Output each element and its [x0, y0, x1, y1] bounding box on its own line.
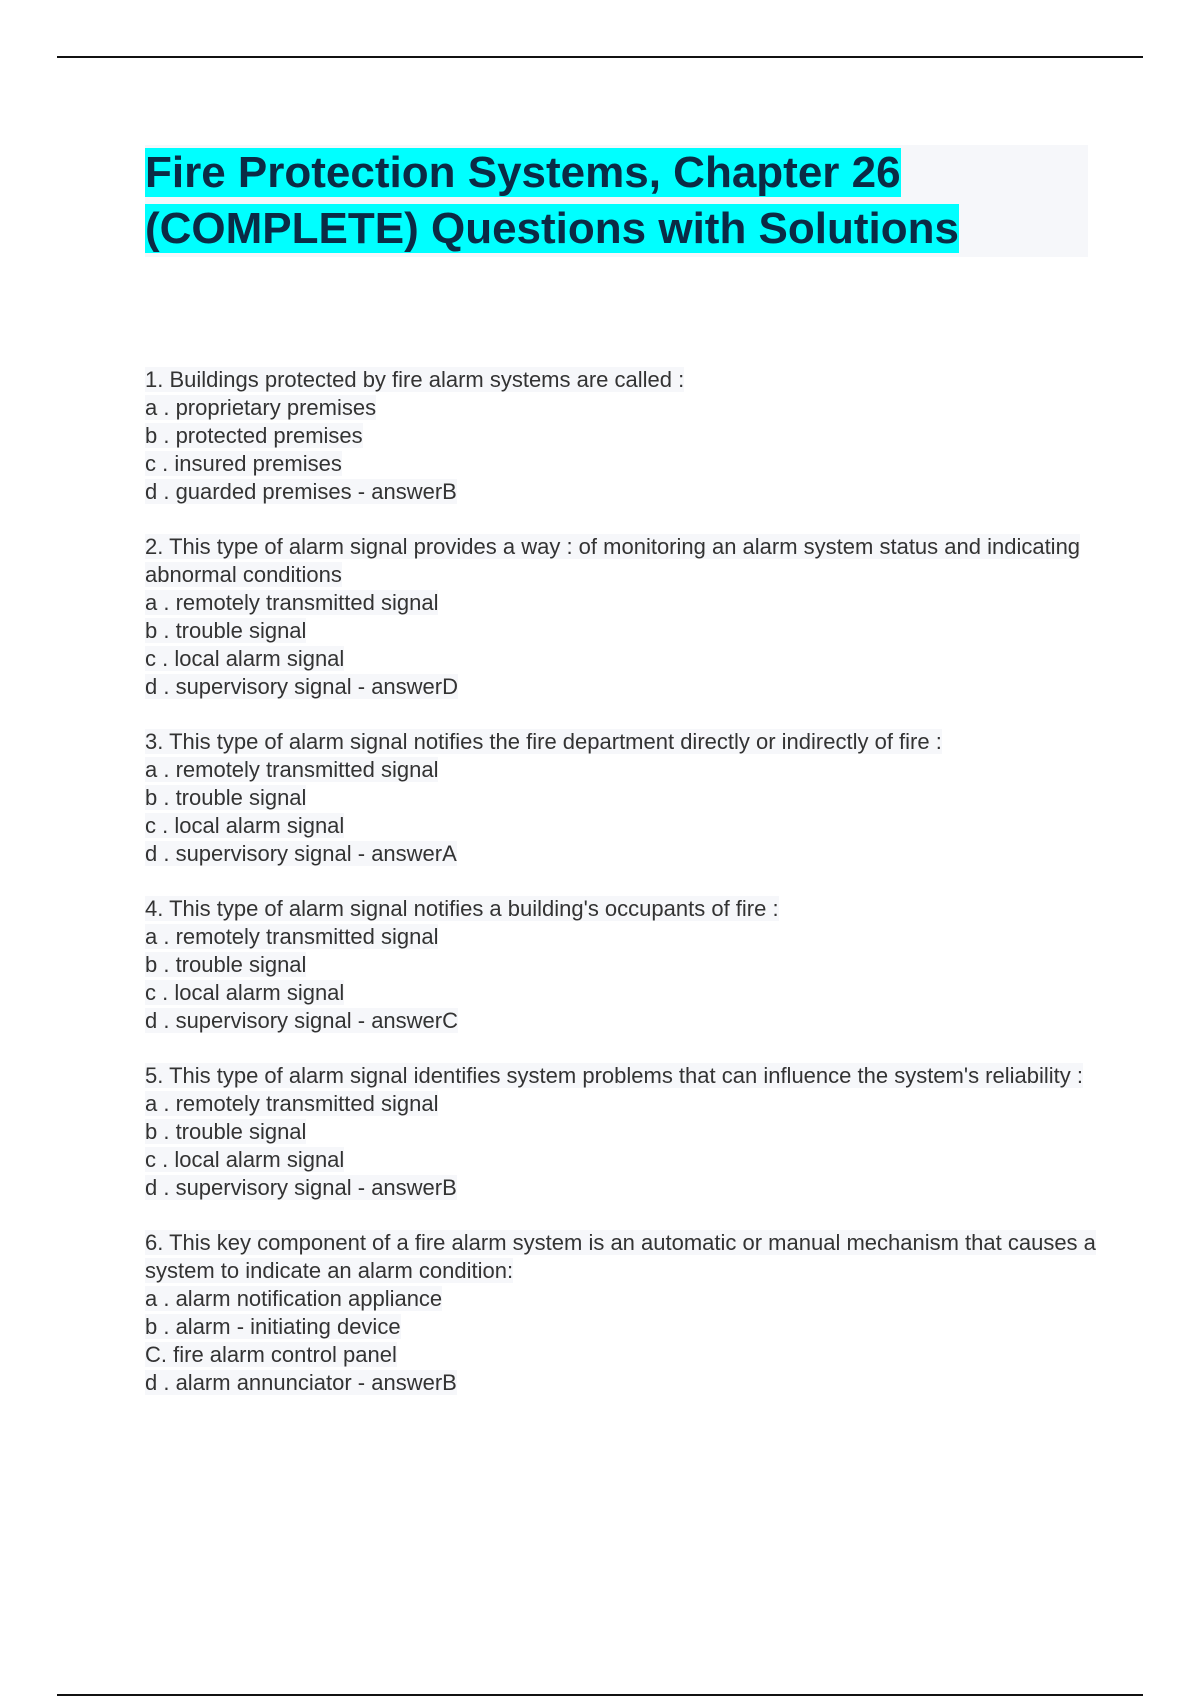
question-2 [145, 533, 1105, 701]
option-b: b . trouble signal [145, 785, 307, 810]
document-title [145, 145, 1088, 257]
option-c: C. fire alarm control panel [145, 1342, 397, 1367]
option-a: a . remotely transmitted signal [145, 924, 439, 949]
question-text: 2. This type of alarm signal provides a way : of monitoring an alarm system status and indicating abnormal conditions [145, 534, 1081, 587]
option-a: a . alarm notification appliance [145, 1286, 443, 1311]
title-line-1-text: Fire Protection Systems, Chapter 26 [145, 148, 901, 197]
footer-rule [57, 1694, 1143, 1696]
question-4 [145, 895, 1105, 1035]
option-d-answer: d . supervisory signal - answerA [145, 841, 457, 866]
option-b: b . trouble signal [145, 618, 307, 643]
option-c: c . local alarm signal [145, 813, 345, 838]
option-c: c . local alarm signal [145, 1147, 345, 1172]
option-c: c . local alarm signal [145, 980, 345, 1005]
question-list [145, 366, 1105, 1424]
option-c: c . local alarm signal [145, 646, 345, 671]
option-d-answer: d . alarm annunciator - answerB [145, 1370, 457, 1395]
option-b: b . protected premises [145, 423, 363, 448]
option-c: c . insured premises [145, 451, 342, 476]
title-line-2-text: (COMPLETE) Questions with Solutions [145, 204, 959, 253]
question-text: 3. This type of alarm signal notifies the fire department directly or indirectly of fire : [145, 729, 942, 754]
question-text: 6. This key component of a fire alarm system is an automatic or manual mechanism that causes a system to indicate an alarm condition: [145, 1230, 1096, 1283]
option-d-answer: d . supervisory signal - answerD [145, 674, 459, 699]
option-d-answer: d . guarded premises - answerB [145, 479, 457, 504]
question-5 [145, 1062, 1105, 1202]
option-a: a . proprietary premises [145, 395, 377, 420]
option-a: a . remotely transmitted signal [145, 1091, 439, 1116]
question-text: 5. This type of alarm signal identifies system problems that can influence the system's reliability : [145, 1063, 1083, 1088]
question-text: 4. This type of alarm signal notifies a building's occupants of fire : [145, 896, 779, 921]
question-3 [145, 728, 1105, 868]
question-text: 1. Buildings protected by fire alarm systems are called : [145, 367, 685, 392]
option-b: b . alarm - initiating device [145, 1314, 401, 1339]
option-a: a . remotely transmitted signal [145, 757, 439, 782]
option-d-answer: d . supervisory signal - answerB [145, 1175, 457, 1200]
option-b: b . trouble signal [145, 952, 307, 977]
option-b: b . trouble signal [145, 1119, 307, 1144]
title-line-1 [145, 145, 1088, 201]
option-a: a . remotely transmitted signal [145, 590, 439, 615]
option-d-answer: d . supervisory signal - answerC [145, 1008, 459, 1033]
question-6 [145, 1229, 1105, 1397]
title-line-2 [145, 201, 1088, 257]
question-1 [145, 366, 1105, 506]
header-rule [57, 56, 1143, 58]
